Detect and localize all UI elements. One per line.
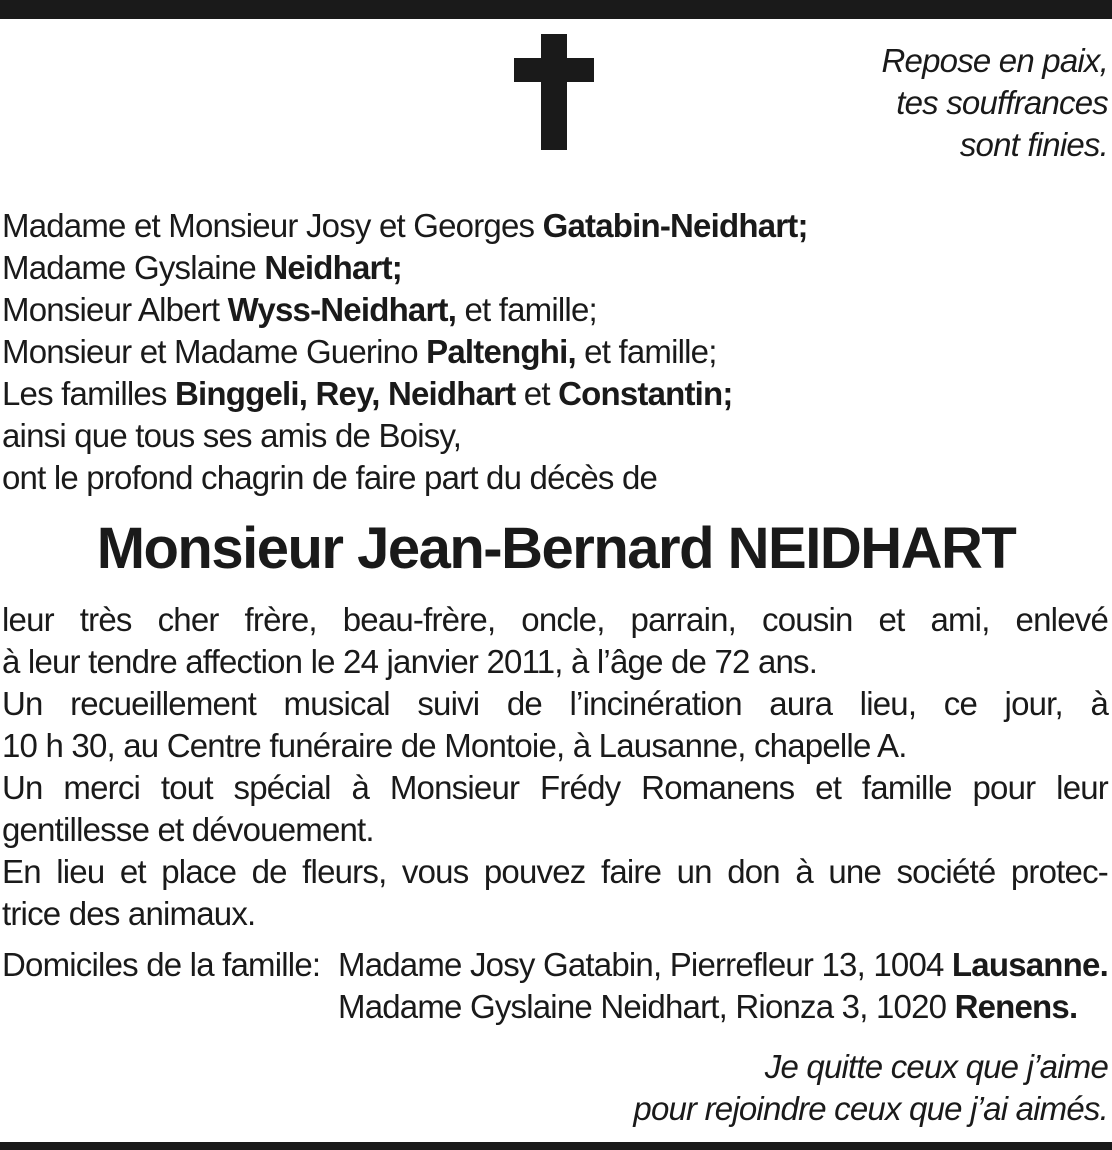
announcer-text: Madame et Monsieur Josy et Georges bbox=[2, 207, 543, 244]
announcer-surname: Wyss-Neidhart, bbox=[227, 291, 457, 328]
domicile-city: Lausanne. bbox=[951, 946, 1108, 983]
bottom-rule bbox=[0, 1142, 1112, 1150]
announcer-surname: Gatabin-Neidhart; bbox=[542, 207, 808, 244]
footer-verse-line: Je quitte ceux que j’aime bbox=[764, 1048, 1108, 1085]
body-line: gentillesse et dévouement. bbox=[2, 811, 374, 848]
announcer-line bbox=[2, 331, 1108, 373]
cross-vertical-bar bbox=[541, 34, 567, 150]
friends-line: ainsi que tous ses amis de Boisy, bbox=[2, 417, 462, 454]
header-verse bbox=[882, 40, 1109, 166]
families-joiner: et bbox=[515, 375, 559, 412]
announcement-body bbox=[2, 599, 1108, 935]
body-line: En lieu et place de fleurs, vous pouvez faire un don à une société protec- bbox=[2, 853, 1108, 890]
announcer-surname: Neidhart; bbox=[264, 249, 402, 286]
domicile-address: Madame Josy Gatabin, Pierrefleur 13, 1004 bbox=[338, 946, 952, 983]
announcer-text: Monsieur et Madame Guerino bbox=[2, 333, 427, 370]
family-domiciles bbox=[2, 944, 1108, 1028]
body-line: Un merci tout spécial à Monsieur Frédy Romanens et famille pour leur bbox=[2, 769, 1108, 806]
body-line: Un recueillement musical suivi de l’incinération aura lieu, ce jour, à bbox=[2, 685, 1108, 722]
domicile-row bbox=[2, 986, 1108, 1028]
domicile-address: Madame Gyslaine Neidhart, Rionza 3, 1020 bbox=[338, 988, 955, 1025]
families-names: Binggeli, Rey, Neidhart bbox=[175, 375, 516, 412]
announcer-tail: et famille; bbox=[575, 333, 717, 370]
header-verse-line: Repose en paix, bbox=[881, 42, 1108, 79]
deceased-name: Monsieur Jean-Bernard NEIDHART bbox=[96, 516, 1016, 581]
body-line: leur très cher frère, beau-frère, oncle, parrain, cousin et ami, enlevé bbox=[2, 601, 1108, 638]
domicile-row bbox=[2, 944, 1108, 986]
body-line: 10 h 30, au Centre funéraire de Montoie, à Lausanne, chapelle A. bbox=[2, 727, 907, 764]
top-rule bbox=[0, 0, 1112, 19]
footer-verse bbox=[633, 1046, 1108, 1130]
header-verse-line: sont finies. bbox=[959, 126, 1108, 163]
cross-horizontal-bar bbox=[514, 58, 594, 82]
footer-verse-line: pour rejoindre ceux que j’ai aimés. bbox=[633, 1090, 1108, 1127]
body-line: à leur tendre affection le 24 janvier 2011, à l’âge de 72 ans. bbox=[2, 643, 818, 680]
domiciles-label: Domiciles de la famille: bbox=[2, 946, 321, 983]
announcer-text: Madame Gyslaine bbox=[2, 249, 265, 286]
announcer-line bbox=[2, 205, 1108, 247]
announcer-surname: Paltenghi, bbox=[426, 333, 576, 370]
domicile-city: Renens. bbox=[954, 988, 1078, 1025]
announcer-line bbox=[2, 247, 1108, 289]
header-verse-line: tes souffrances bbox=[896, 84, 1108, 121]
families-prefix: Les familles bbox=[2, 375, 176, 412]
families-line bbox=[2, 373, 1108, 415]
families-last-name: Constantin; bbox=[558, 375, 733, 412]
body-line: trice des animaux. bbox=[2, 895, 256, 932]
announcer-text: Monsieur Albert bbox=[2, 291, 228, 328]
announcer-tail: et famille; bbox=[456, 291, 597, 328]
announcer-line bbox=[2, 289, 1108, 331]
announcers-block bbox=[2, 205, 1108, 499]
intro-line: ont le profond chagrin de faire part du décès de bbox=[2, 459, 658, 496]
